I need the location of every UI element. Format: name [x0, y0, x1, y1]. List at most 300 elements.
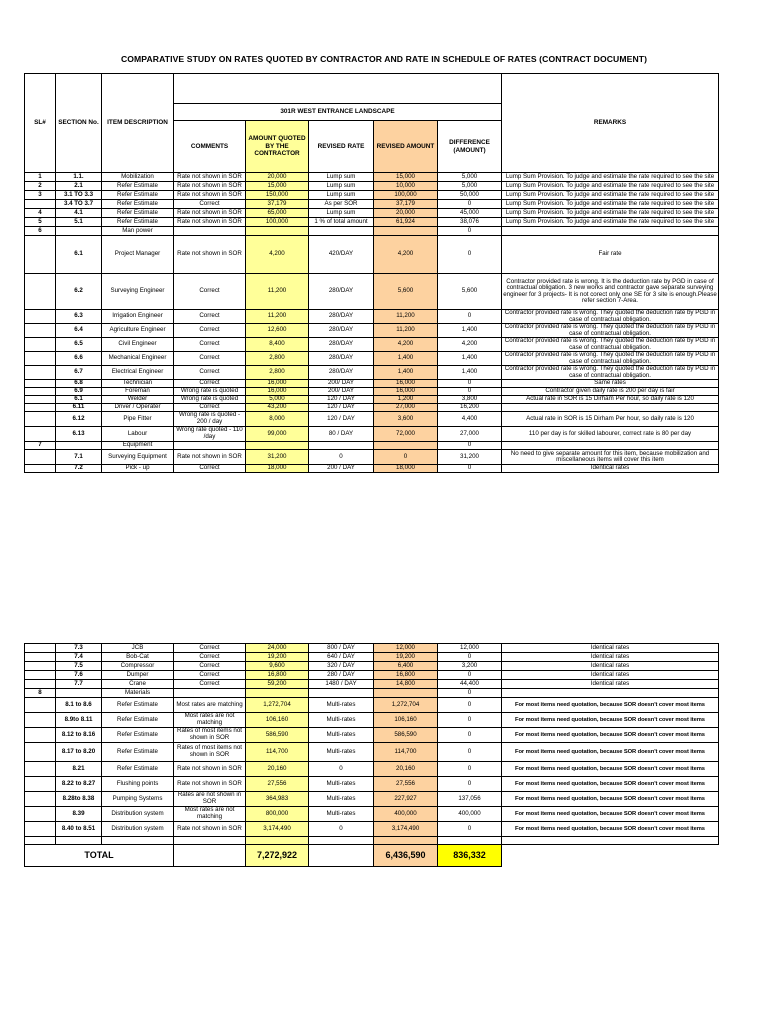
cell-section: 6.1	[56, 396, 102, 404]
cell-amount: 4,200	[374, 338, 438, 352]
cell-item: Distribution system	[102, 807, 174, 822]
cell-amount	[374, 227, 438, 236]
cell-quoted: 27,556	[246, 777, 309, 792]
cell-remarks: Actual rate in SOR is 15 Dirham Per hour, so daily rate is 120	[502, 412, 719, 427]
cell-quoted	[246, 442, 309, 450]
cell-sl	[25, 380, 56, 388]
cell-amount: 14,800	[374, 680, 438, 689]
cell-rate: Multi-rates	[309, 728, 374, 743]
cell-rate: 200 / DAY	[309, 465, 374, 473]
cell-sl	[25, 792, 56, 807]
cell-rate: 80 / DAY	[309, 427, 374, 442]
cell-remarks: Actual rate in SOR is 15 Dirham Per hour, so daily rate is 120	[502, 396, 719, 404]
cell-remarks: For most items need quotation, because SOR doesn't cover most items	[502, 762, 719, 777]
cell-remarks	[502, 689, 719, 698]
cell-quoted: 586,590	[246, 728, 309, 743]
cell-quoted: 11,200	[246, 310, 309, 324]
cell-section: 2.1	[56, 182, 102, 191]
cell-sl: 7	[25, 442, 56, 450]
cell-comment: Rate not shown in SOR	[174, 218, 246, 227]
cell-rate: 1 % of total amount	[309, 218, 374, 227]
cell-comment: Correct	[174, 465, 246, 473]
cell-quoted: 37,179	[246, 200, 309, 209]
table-row	[25, 671, 719, 680]
cell-item: Refer Estimate	[102, 762, 174, 777]
cell-rate: Lump sum	[309, 191, 374, 200]
cell-quoted: 9,600	[246, 662, 309, 671]
cell-sl	[25, 404, 56, 412]
cell-difference: 0	[438, 713, 502, 728]
table-row	[25, 728, 719, 743]
cell-remarks: Lump Sum Provision. To judge and estimate the rate required to see the site	[502, 200, 719, 209]
cell-section: 8.12 to 8.16	[56, 728, 102, 743]
cell-rate: 0	[309, 450, 374, 465]
cell-remarks	[502, 442, 719, 450]
cell-quoted: 19,200	[246, 653, 309, 662]
table-row	[25, 837, 719, 845]
cell-item: Pipe Fitter	[102, 412, 174, 427]
cell-sl	[25, 352, 56, 366]
table-row	[25, 173, 719, 182]
cell-amount: 586,590	[374, 728, 438, 743]
table-row	[25, 209, 719, 218]
cell-comment: Rate not shown in SOR	[174, 182, 246, 191]
cell-item: Mobilization	[102, 173, 174, 182]
table-row	[25, 200, 719, 209]
cell-item: Dumper	[102, 671, 174, 680]
rates-table-part-1	[24, 73, 719, 473]
cell-comment: Correct	[174, 274, 246, 310]
cell-difference: 400,000	[438, 807, 502, 822]
cell-remarks: For most items need quotation, because SOR doesn't cover most items	[502, 777, 719, 792]
cell-rate	[309, 227, 374, 236]
cell-rate: 800 / DAY	[309, 644, 374, 653]
cell-item: Surveying Equipment	[102, 450, 174, 465]
cell-amount: 11,200	[374, 324, 438, 338]
cell-comment	[174, 837, 246, 845]
header-difference: DIFFERENCE (AMOUNT)	[438, 121, 502, 173]
cell-remarks	[502, 837, 719, 845]
cell-comment: Correct	[174, 653, 246, 662]
cell-section: 8.40 to 8.51	[56, 822, 102, 837]
cell-item: Mechanical Engineer	[102, 352, 174, 366]
cell-item: Crane	[102, 680, 174, 689]
cell-sl	[25, 807, 56, 822]
table-row	[25, 227, 719, 236]
cell-sl	[25, 427, 56, 442]
cell-quoted: 2,800	[246, 352, 309, 366]
cell-difference: 1,400	[438, 352, 502, 366]
cell-remarks	[502, 404, 719, 412]
cell-rate: 420/DAY	[309, 236, 374, 274]
cell-rate: Multi-rates	[309, 698, 374, 713]
cell-sl: 2	[25, 182, 56, 191]
cell-sl	[25, 680, 56, 689]
cell-quoted: 3,174,490	[246, 822, 309, 837]
cell-comment: Correct	[174, 338, 246, 352]
cell-quoted: 106,160	[246, 713, 309, 728]
cell-remarks	[502, 227, 719, 236]
cell-comment: Correct	[174, 680, 246, 689]
cell-section: 8.9to 8.11	[56, 713, 102, 728]
table-row	[25, 689, 719, 698]
cell-difference: 45,000	[438, 209, 502, 218]
cell-quoted: 12,600	[246, 324, 309, 338]
cell-section: 5.1	[56, 218, 102, 227]
cell-sl	[25, 338, 56, 352]
cell-section	[56, 227, 102, 236]
cell-item: Refer Estimate	[102, 182, 174, 191]
cell-section: 6.4	[56, 324, 102, 338]
cell-sl	[25, 713, 56, 728]
cell-comment: Rate not shown in SOR	[174, 191, 246, 200]
cell-section: 1.1.	[56, 173, 102, 182]
cell-amount: 400,000	[374, 807, 438, 822]
header-sl: SL#	[25, 74, 56, 173]
cell-difference: 16,200	[438, 404, 502, 412]
table-row	[25, 310, 719, 324]
table-row	[25, 396, 719, 404]
table-row	[25, 442, 719, 450]
cell-comment: Correct	[174, 310, 246, 324]
document-title: COMPARATIVE STUDY ON RATES QUOTED BY CONTRACTOR AND RATE IN SCHEDULE OF RATES (CONTRACT DOCUMENT)	[120, 54, 648, 64]
cell-quoted: 1,272,704	[246, 698, 309, 713]
cell-comment	[174, 689, 246, 698]
table-row	[25, 380, 719, 388]
table-row	[25, 182, 719, 191]
cell-section: 6.8	[56, 380, 102, 388]
cell-rate: As per SOR	[309, 200, 374, 209]
cell-remarks: For most items need quotation, because SOR doesn't cover most items	[502, 698, 719, 713]
cell-quoted: 800,000	[246, 807, 309, 822]
header-item-description: ITEM DESCRIPTION	[102, 74, 174, 173]
cell-section: 6.2	[56, 274, 102, 310]
cell-difference: 0	[438, 743, 502, 762]
cell-difference: 5,600	[438, 274, 502, 310]
cell-comment: Correct	[174, 671, 246, 680]
cell-amount: 10,000	[374, 182, 438, 191]
cell-item: Refer Estimate	[102, 698, 174, 713]
cell-section: 8.22 to 8.27	[56, 777, 102, 792]
cell-quoted: 43,200	[246, 404, 309, 412]
cell-difference: 44,400	[438, 680, 502, 689]
table-row	[25, 653, 719, 662]
cell-item: Technician	[102, 380, 174, 388]
cell-amount: 18,000	[374, 465, 438, 473]
cell-item: Bob-Cat	[102, 653, 174, 662]
cell-difference: 3,800	[438, 396, 502, 404]
cell-section: 6.12	[56, 412, 102, 427]
cell-rate: 280/DAY	[309, 352, 374, 366]
rates-table-part-2	[24, 643, 719, 867]
cell-sl	[25, 762, 56, 777]
cell-comment	[174, 442, 246, 450]
cell-comment: Correct	[174, 380, 246, 388]
cell-section: 6.11	[56, 404, 102, 412]
cell-amount: 1,400	[374, 352, 438, 366]
cell-rate: 320 / DAY	[309, 662, 374, 671]
cell-sl: 6	[25, 227, 56, 236]
cell-amount: 19,200	[374, 653, 438, 662]
cell-sl	[25, 396, 56, 404]
cell-quoted: 31,200	[246, 450, 309, 465]
cell-sl	[25, 388, 56, 396]
cell-rate: 120 / DAY	[309, 396, 374, 404]
cell-item: Refer Estimate	[102, 743, 174, 762]
table-row	[25, 388, 719, 396]
cell-section: 7.5	[56, 662, 102, 671]
cell-difference: 0	[438, 762, 502, 777]
cell-comment: Rates of most items not shown in SOR	[174, 728, 246, 743]
cell-amount: 1,200	[374, 396, 438, 404]
cell-amount: 16,000	[374, 388, 438, 396]
cell-item: JCB	[102, 644, 174, 653]
table-row	[25, 680, 719, 689]
cell-rate: 640 / DAY	[309, 653, 374, 662]
cell-difference: 1,400	[438, 324, 502, 338]
header-project-group: 301R WEST ENTRANCE LANDSCAPE	[174, 104, 502, 121]
cell-item: Refer Estimate	[102, 728, 174, 743]
cell-quoted: 16,800	[246, 671, 309, 680]
cell-item: Project Manager	[102, 236, 174, 274]
cell-rate: Lump sum	[309, 182, 374, 191]
cell-difference: 12,000	[438, 644, 502, 653]
cell-section: 6.13	[56, 427, 102, 442]
cell-item: Pick - up	[102, 465, 174, 473]
cell-comment: Rate not shown in SOR	[174, 209, 246, 218]
cell-comment: Correct	[174, 404, 246, 412]
cell-comment: Rate not shown in SOR	[174, 236, 246, 274]
cell-rate: Lump sum	[309, 173, 374, 182]
cell-remarks: Identical rates	[502, 644, 719, 653]
cell-amount	[374, 442, 438, 450]
cell-section: 7.7	[56, 680, 102, 689]
cell-sl: 1	[25, 173, 56, 182]
cell-amount: 100,000	[374, 191, 438, 200]
cell-remarks: Contractor provided rate is wrong. They quoted the deduction rate by PGD in case of contractual obligation.	[502, 324, 719, 338]
cell-remarks: For most items need quotation, because SOR doesn't cover most items	[502, 807, 719, 822]
cell-difference: 4,400	[438, 412, 502, 427]
cell-quoted: 150,000	[246, 191, 309, 200]
cell-rate: 200/ DAY	[309, 388, 374, 396]
cell-remarks: Identical rates	[502, 662, 719, 671]
cell-quoted	[246, 689, 309, 698]
table-row	[25, 713, 719, 728]
cell-amount: 27,556	[374, 777, 438, 792]
cell-item: Welder	[102, 396, 174, 404]
cell-quoted: 99,000	[246, 427, 309, 442]
cell-remarks: Contractor provided rate is wrong. They quoted the deduction rate by PGD in case of contractual obligation.	[502, 310, 719, 324]
cell-amount: 3,600	[374, 412, 438, 427]
cell-section: 7.3	[56, 644, 102, 653]
cell-comment: Rate not shown in SOR	[174, 450, 246, 465]
cell-difference: 0	[438, 388, 502, 396]
table-row	[25, 822, 719, 837]
cell-remarks: No need to give separate amount for this item, because mobilization and miscellaneous items will cover this item	[502, 450, 719, 465]
cell-item: Agriculture Engineer	[102, 324, 174, 338]
cell-amount	[374, 689, 438, 698]
cell-section	[56, 837, 102, 845]
cell-difference: 50,000	[438, 191, 502, 200]
cell-item: Man power	[102, 227, 174, 236]
table-row	[25, 191, 719, 200]
cell-amount: 3,174,490	[374, 822, 438, 837]
cell-rate: 280 / DAY	[309, 671, 374, 680]
cell-comment: Most rates are matching	[174, 698, 246, 713]
cell-difference: 0	[438, 465, 502, 473]
cell-section: 8.28to 8.38	[56, 792, 102, 807]
cell-remarks: For most items need quotation, because SOR doesn't cover most items	[502, 822, 719, 837]
cell-sl	[25, 728, 56, 743]
header-revised-rate: REVISED RATE	[309, 121, 374, 173]
cell-comment: Wrong rate is quoted - 200 / day	[174, 412, 246, 427]
cell-section	[56, 689, 102, 698]
cell-rate: 280/DAY	[309, 310, 374, 324]
cell-difference: 0	[438, 698, 502, 713]
cell-quoted: 8,000	[246, 412, 309, 427]
cell-sl	[25, 662, 56, 671]
cell-difference: 3,200	[438, 662, 502, 671]
cell-sl	[25, 653, 56, 662]
cell-quoted: 24,000	[246, 644, 309, 653]
cell-amount: 11,200	[374, 310, 438, 324]
cell-item: Foreman	[102, 388, 174, 396]
cell-remarks: Lump Sum Provision. To judge and estimate the rate required to see the site	[502, 173, 719, 182]
cell-sl	[25, 822, 56, 837]
cell-section: 8.1 to 8.6	[56, 698, 102, 713]
cell-difference: 0	[438, 200, 502, 209]
cell-difference: 0	[438, 310, 502, 324]
cell-comment: Wrong rate is quoted	[174, 388, 246, 396]
table-row	[25, 218, 719, 227]
cell-amount: 16,000	[374, 380, 438, 388]
cell-section: 6.9	[56, 388, 102, 396]
cell-remarks: 110 per day is for skilled labourer, correct rate is 80 per day	[502, 427, 719, 442]
cell-amount: 1,272,704	[374, 698, 438, 713]
cell-quoted	[246, 837, 309, 845]
cell-remarks: Identical rates	[502, 465, 719, 473]
cell-rate: Multi-rates	[309, 713, 374, 728]
cell-quoted: 114,700	[246, 743, 309, 762]
table-row	[25, 762, 719, 777]
table-row	[25, 792, 719, 807]
cell-difference: 4,200	[438, 338, 502, 352]
cell-amount: 37,179	[374, 200, 438, 209]
cell-item: Refer Estimate	[102, 218, 174, 227]
cell-remarks: Same rates	[502, 380, 719, 388]
cell-difference: 0	[438, 777, 502, 792]
cell-remarks: For most items need quotation, because SOR doesn't cover most items	[502, 743, 719, 762]
cell-item: Civil Engineer	[102, 338, 174, 352]
cell-sl	[25, 698, 56, 713]
table-row	[25, 807, 719, 822]
cell-quoted: 16,000	[246, 388, 309, 396]
cell-remarks: Identical rates	[502, 653, 719, 662]
cell-amount: 72,000	[374, 427, 438, 442]
cell-sl	[25, 366, 56, 380]
total-revised: 6,436,590	[374, 845, 438, 867]
header-comments: COMMENTS	[174, 121, 246, 173]
cell-section: 6.1	[56, 236, 102, 274]
cell-item: Flushing points	[102, 777, 174, 792]
cell-quoted: 20,160	[246, 762, 309, 777]
table-row	[25, 412, 719, 427]
cell-quoted: 20,000	[246, 173, 309, 182]
header-remarks: REMARKS	[502, 74, 719, 173]
cell-amount: 227,927	[374, 792, 438, 807]
cell-difference: 0	[438, 822, 502, 837]
cell-difference: 5,000	[438, 173, 502, 182]
cell-remarks: Contractor provided rate is wrong. They quoted the deduction rate by PGD in case of contractual obligation.	[502, 366, 719, 380]
cell-difference: 27,000	[438, 427, 502, 442]
cell-amount: 12,000	[374, 644, 438, 653]
cell-item	[102, 837, 174, 845]
cell-difference: 5,000	[438, 182, 502, 191]
cell-difference: 0	[438, 380, 502, 388]
table-row	[25, 352, 719, 366]
cell-sl	[25, 671, 56, 680]
cell-quoted: 2,800	[246, 366, 309, 380]
table-row	[25, 338, 719, 352]
cell-remarks: For most items need quotation, because SOR doesn't cover most items	[502, 713, 719, 728]
cell-sl	[25, 450, 56, 465]
cell-amount: 106,160	[374, 713, 438, 728]
cell-comment: Correct	[174, 644, 246, 653]
cell-rate: Multi-rates	[309, 807, 374, 822]
cell-rate	[309, 442, 374, 450]
cell-rate: 200/ DAY	[309, 380, 374, 388]
table-row	[25, 427, 719, 442]
cell-quoted: 364,983	[246, 792, 309, 807]
cell-quoted: 15,000	[246, 182, 309, 191]
cell-remarks: Identical rates	[502, 671, 719, 680]
total-label: TOTAL	[25, 845, 174, 867]
cell-rate: Multi-rates	[309, 743, 374, 762]
cell-difference: 0	[438, 671, 502, 680]
cell-section: 7.1	[56, 450, 102, 465]
cell-difference: 137,056	[438, 792, 502, 807]
table-row	[25, 743, 719, 762]
cell-item: Refer Estimate	[102, 209, 174, 218]
cell-quoted: 4,200	[246, 236, 309, 274]
cell-item: Equipment	[102, 442, 174, 450]
cell-comment: Wrong rate is quoted	[174, 396, 246, 404]
cell-difference: 0	[438, 236, 502, 274]
cell-comment: Correct	[174, 200, 246, 209]
cell-item: Distribution system	[102, 822, 174, 837]
cell-section: 6.7	[56, 366, 102, 380]
table-row	[25, 366, 719, 380]
cell-comment: Rate not shown in SOR	[174, 173, 246, 182]
cell-rate: 280/DAY	[309, 366, 374, 380]
cell-remarks: Identical rates	[502, 680, 719, 689]
cell-rate	[309, 689, 374, 698]
cell-section: 6.6	[56, 352, 102, 366]
cell-item: Electrical Engineer	[102, 366, 174, 380]
cell-sl	[25, 743, 56, 762]
cell-comment: Most rates are not matching	[174, 807, 246, 822]
cell-amount: 6,400	[374, 662, 438, 671]
cell-amount: 4,200	[374, 236, 438, 274]
cell-amount	[374, 837, 438, 845]
cell-rate: 0	[309, 762, 374, 777]
cell-quoted: 11,200	[246, 274, 309, 310]
cell-section: 4.1	[56, 209, 102, 218]
cell-difference: 1,400	[438, 366, 502, 380]
cell-rate: Multi-rates	[309, 777, 374, 792]
cell-section: 7.4	[56, 653, 102, 662]
cell-sl	[25, 465, 56, 473]
